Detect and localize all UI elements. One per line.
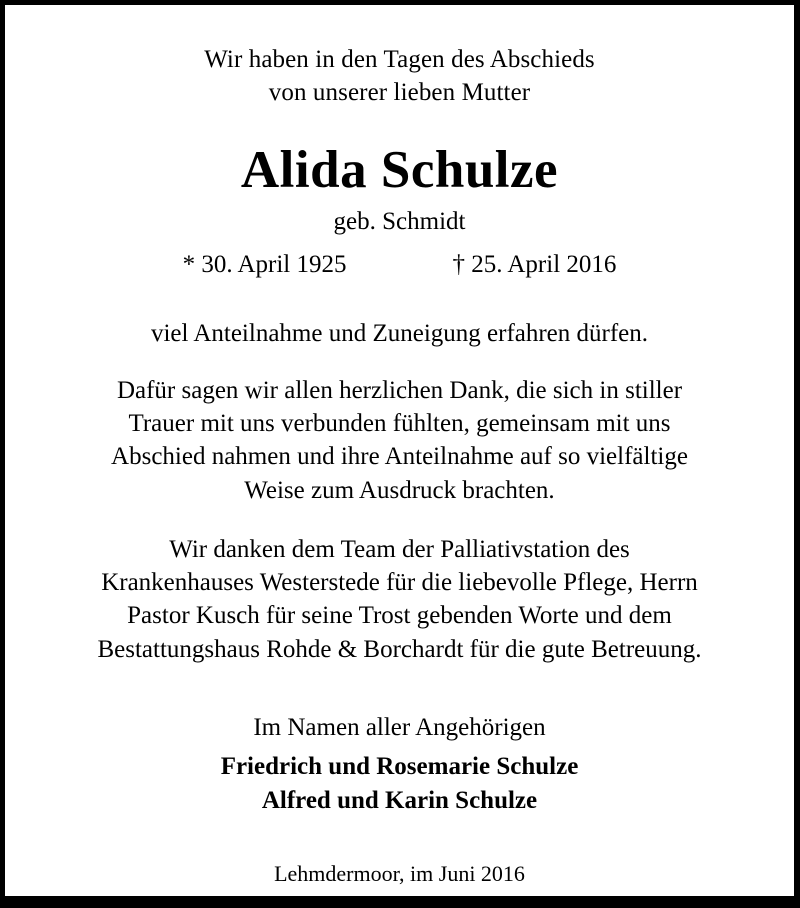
survivor-line: Alfred und Karin Schulze (261, 786, 538, 814)
care-line-2: Krankenhauses Westerstede für die liebevolle Pflege, Herrn (101, 569, 698, 597)
care-line-1: Wir danken dem Team der Palliativstation des (169, 535, 630, 563)
life-dates (27, 251, 772, 279)
death-date-group (453, 251, 617, 279)
care-line-3: Pastor Kusch für seine Trost gebenden Worte und dem (127, 602, 672, 630)
thanks-line-4: Weise zum Ausdruck brachten. (244, 476, 555, 504)
intro-text (204, 43, 595, 109)
thanks-line-3: Abschied nahmen und ihre Anteilnahme auf so vielfältige (111, 443, 688, 471)
intro-line-2: von unserer lieben Mutter (268, 79, 531, 106)
deceased-name: Alida Schulze (240, 141, 559, 199)
frame-border-right (794, 0, 800, 908)
place-and-date: Lehmdermoor, im Juni 2016 (274, 860, 525, 886)
thanks-line-1: Dafür sagen wir allen herzlichen Dank, die sich in stiller (116, 376, 683, 404)
care-line-4: Bestattungshaus Rohde & Borchardt für die gute Betreuung. (97, 635, 702, 663)
birth-date-group (183, 251, 347, 279)
closing-intro: Im Namen aller Angehörigen (253, 713, 546, 741)
survivor-line: Friedrich und Rosemarie Schulze (220, 753, 579, 781)
intro-line-1: Wir haben in den Tagen des Abschieds (204, 46, 595, 73)
maiden-name: geb. Schmidt (333, 207, 466, 235)
thanks-paragraph (111, 374, 688, 507)
death-dagger-icon: † (452, 250, 465, 278)
lead-line-1: viel Anteilnahme und Zuneigung erfahren dürfen. (150, 319, 649, 347)
thanks-line-2: Trauer mit uns verbunden fühlten, gemeinsam mit uns (128, 410, 671, 438)
frame-border-bottom (0, 896, 800, 908)
birth-star-icon: * (182, 250, 196, 278)
deceased-name-block (241, 143, 558, 237)
lead-paragraph (151, 317, 648, 350)
notice-content (5, 5, 794, 896)
birth-date: 30. April 1925 (201, 250, 347, 278)
death-date: 25. April 2016 (471, 250, 617, 278)
care-thanks-paragraph (97, 533, 701, 666)
closing-block (221, 712, 579, 817)
